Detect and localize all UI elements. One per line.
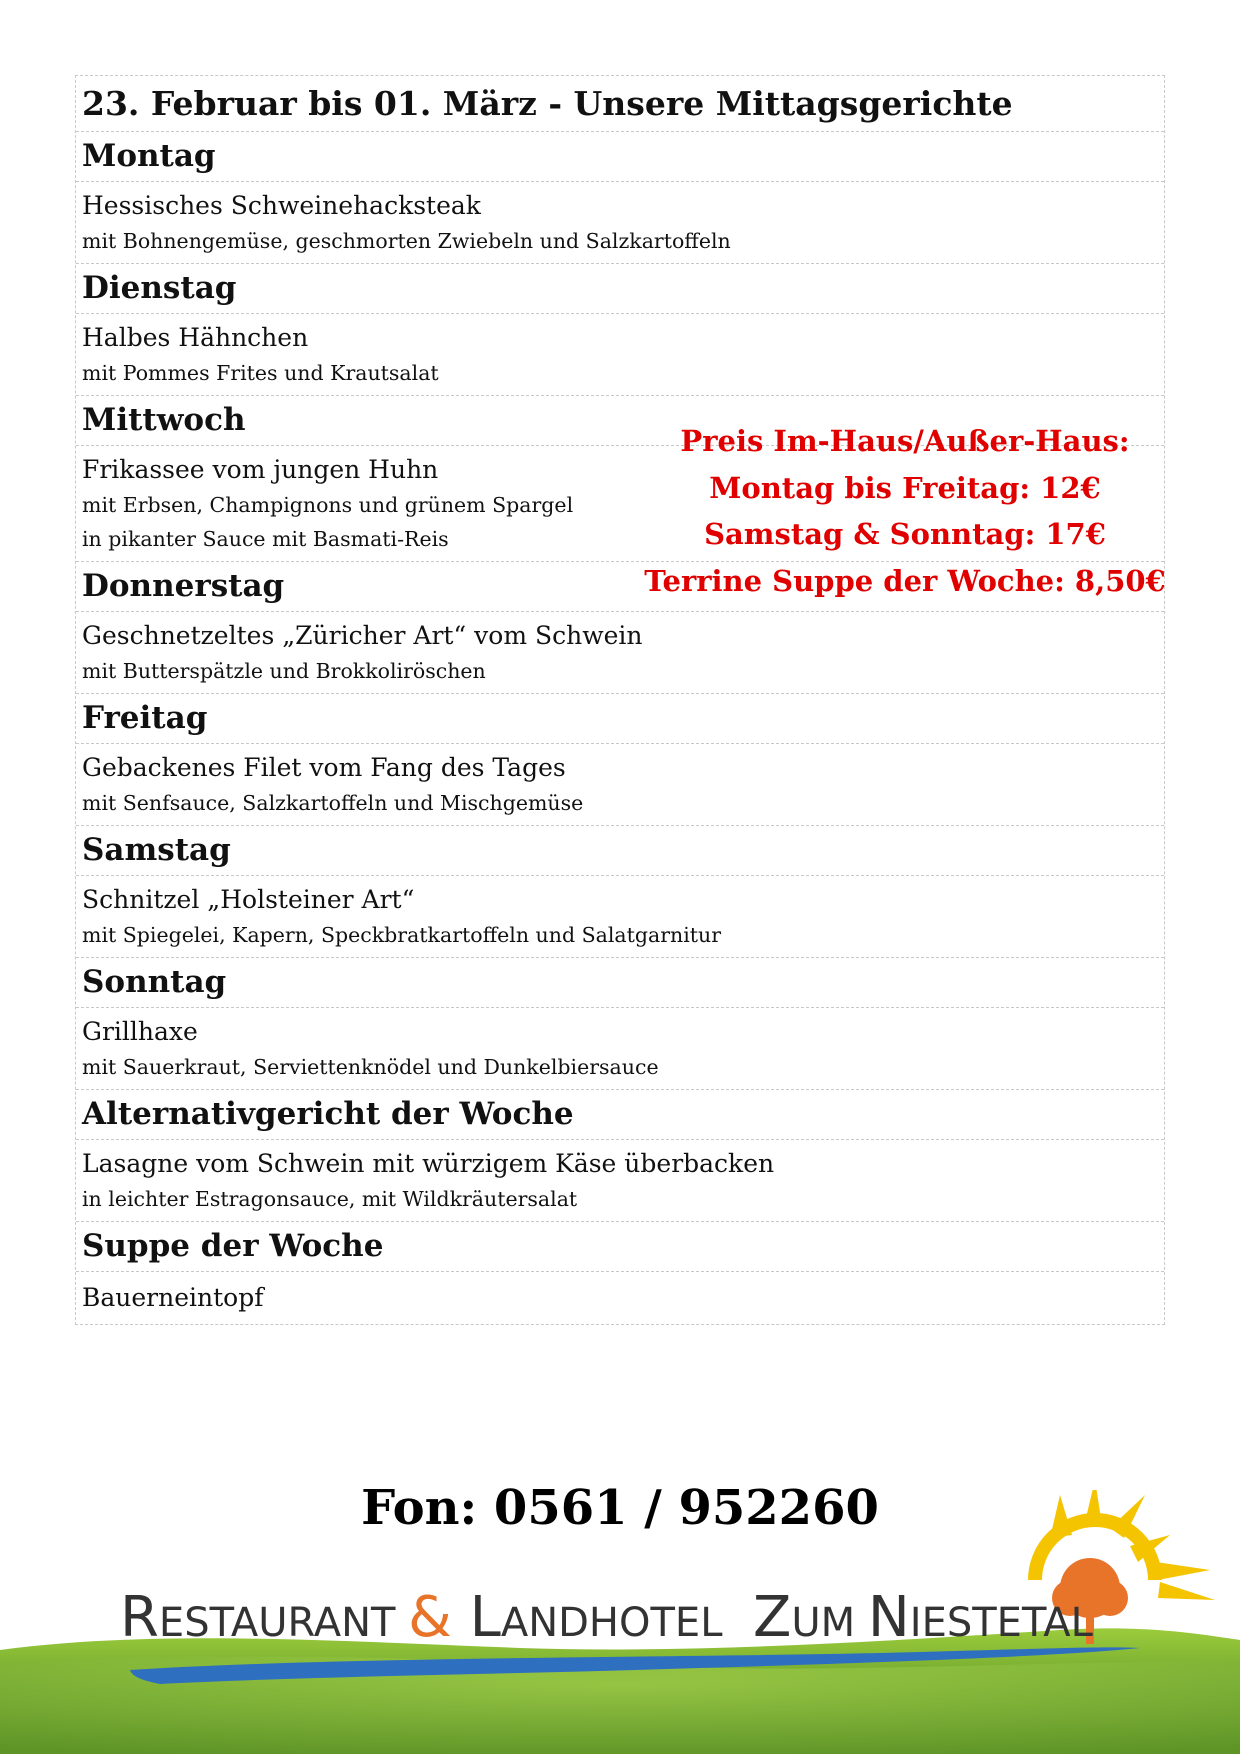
day-row [76, 694, 1164, 744]
dish-row [76, 1272, 1164, 1324]
dish-description: mit Sauerkraut, Serviettenknödel und Dunkelbiersauce [82, 1054, 659, 1079]
day-heading: Sonntag [82, 964, 227, 1000]
dish-row [76, 1008, 1164, 1090]
menu-title: 23. Februar bis 01. März - Unsere Mittagsgerichte [82, 84, 1013, 123]
dish-name: Geschnetzeltes „Züricher Art“ vom Schwein [82, 620, 643, 650]
dish-description: in leichter Estragonsauce, mit Wildkräutersalat [82, 1186, 578, 1211]
day-heading: Samstag [82, 832, 231, 868]
price-soup: Terrine Suppe der Woche: 8,50€ [644, 563, 1166, 598]
price-info [640, 418, 1170, 604]
day-row [76, 132, 1164, 182]
dish-name: Grillhaxe [82, 1016, 198, 1046]
price-heading: Preis Im-Haus/Außer-Haus: [680, 424, 1130, 458]
restaurant-logo: RESTAURANT & LANDHOTEL ZUM NIESTETAL [120, 1585, 1093, 1650]
day-row [76, 264, 1164, 314]
day-heading: Mittwoch [82, 402, 246, 438]
dish-row [76, 1140, 1164, 1222]
dish-description: mit Butterspätzle und Brokkoliröschen [82, 658, 486, 683]
dish-description: mit Pommes Frites und Krautsalat [82, 360, 439, 385]
menu-table [75, 75, 1165, 1325]
dish-name: Halbes Hähnchen [82, 322, 309, 352]
dish-row [76, 744, 1164, 826]
phone-number: Fon: 0561 / 952260 [361, 1480, 879, 1536]
day-row [76, 1090, 1164, 1140]
dish-name: Gebackenes Filet vom Fang des Tages [82, 752, 566, 782]
dish-name: Lasagne vom Schwein mit würzigem Käse überbacken [82, 1148, 775, 1178]
day-heading: Dienstag [82, 270, 237, 306]
dish-name: Schnitzel „Holsteiner Art“ [82, 884, 415, 914]
dish-row [76, 612, 1164, 694]
day-row [76, 826, 1164, 876]
dish-description: mit Senfsauce, Salzkartoffeln und Mischgemüse [82, 790, 584, 815]
day-heading: Suppe der Woche [82, 1228, 384, 1264]
day-row [76, 1222, 1164, 1272]
day-heading: Freitag [82, 700, 208, 736]
dish-description: mit Bohnengemüse, geschmorten Zwiebeln und Salzkartoffeln [82, 228, 731, 253]
price-weekday: Montag bis Freitag: 12€ [709, 470, 1101, 505]
menu-title-row [76, 76, 1164, 132]
price-weekend: Samstag & Sonntag: 17€ [704, 517, 1106, 551]
day-heading: Alternativgericht der Woche [82, 1096, 574, 1132]
dish-description: mit Spiegelei, Kapern, Speckbratkartoffeln und Salatgarnitur [82, 922, 722, 947]
day-row [76, 958, 1164, 1008]
dish-row [76, 314, 1164, 396]
dish-row [76, 876, 1164, 958]
dish-name: Frikassee vom jungen Huhn [82, 454, 439, 484]
dish-name: Bauerneintopf [82, 1283, 264, 1312]
dish-description: mit Erbsen, Champignons und grünem Spargel [82, 492, 574, 517]
dish-description: in pikanter Sauce mit Basmati-Reis [82, 526, 449, 551]
day-heading: Donnerstag [82, 568, 285, 604]
day-heading: Montag [82, 138, 216, 174]
dish-name: Hessisches Schweinehacksteak [82, 190, 481, 220]
dish-row [76, 182, 1164, 264]
